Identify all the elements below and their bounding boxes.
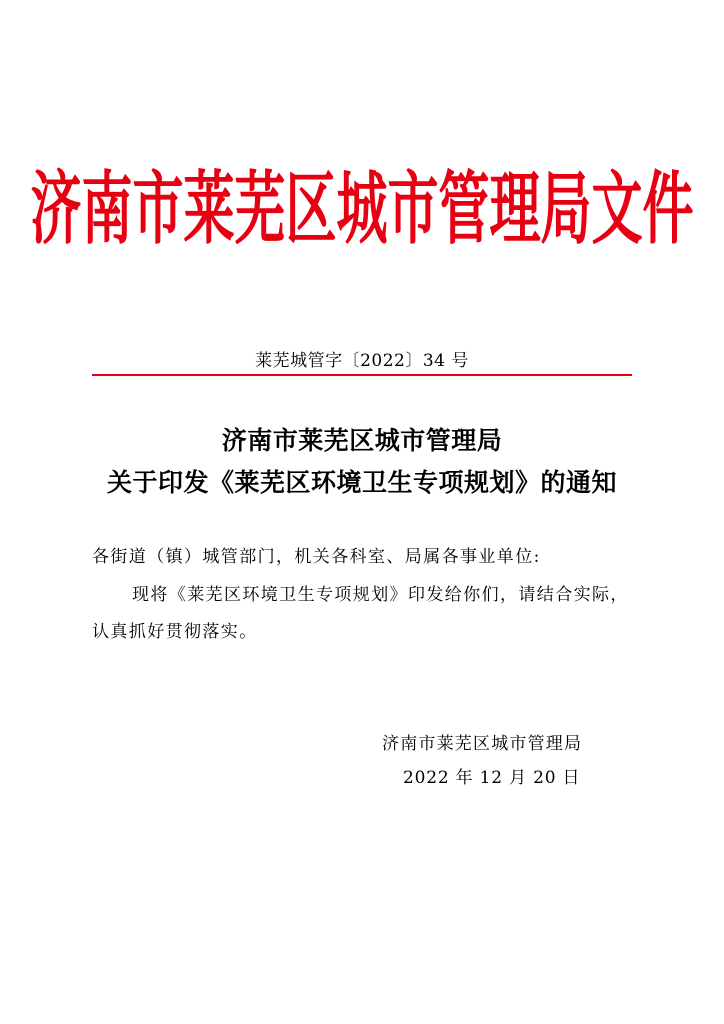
- masthead: [30, 150, 694, 270]
- notice-title-line-1: 济南市莱芜区城市管理局: [221, 426, 503, 455]
- signature-date: 2022 年 12 月 20 日: [403, 768, 581, 788]
- notice-title-line-2: 关于印发《莱芜区环境卫生专项规划》的通知: [106, 468, 617, 497]
- salutation: 各街道（镇）城管部门，机关各科室、局属各事业单位:: [92, 547, 541, 567]
- body-paragraph-line-1: 现将《莱芜区环境卫生专项规划》印发给你们，请结合实际，: [132, 585, 629, 605]
- body-paragraph-line-2: 认真抓好贯彻落实。: [92, 622, 258, 642]
- red-separator-line: [92, 374, 632, 376]
- signature-organization: 济南市莱芜区城市管理局: [382, 734, 583, 754]
- masthead-title: 济南市莱芜区城市管理局文件: [30, 162, 694, 256]
- document-number: 莱芜城管字〔2022〕34 号: [255, 351, 469, 371]
